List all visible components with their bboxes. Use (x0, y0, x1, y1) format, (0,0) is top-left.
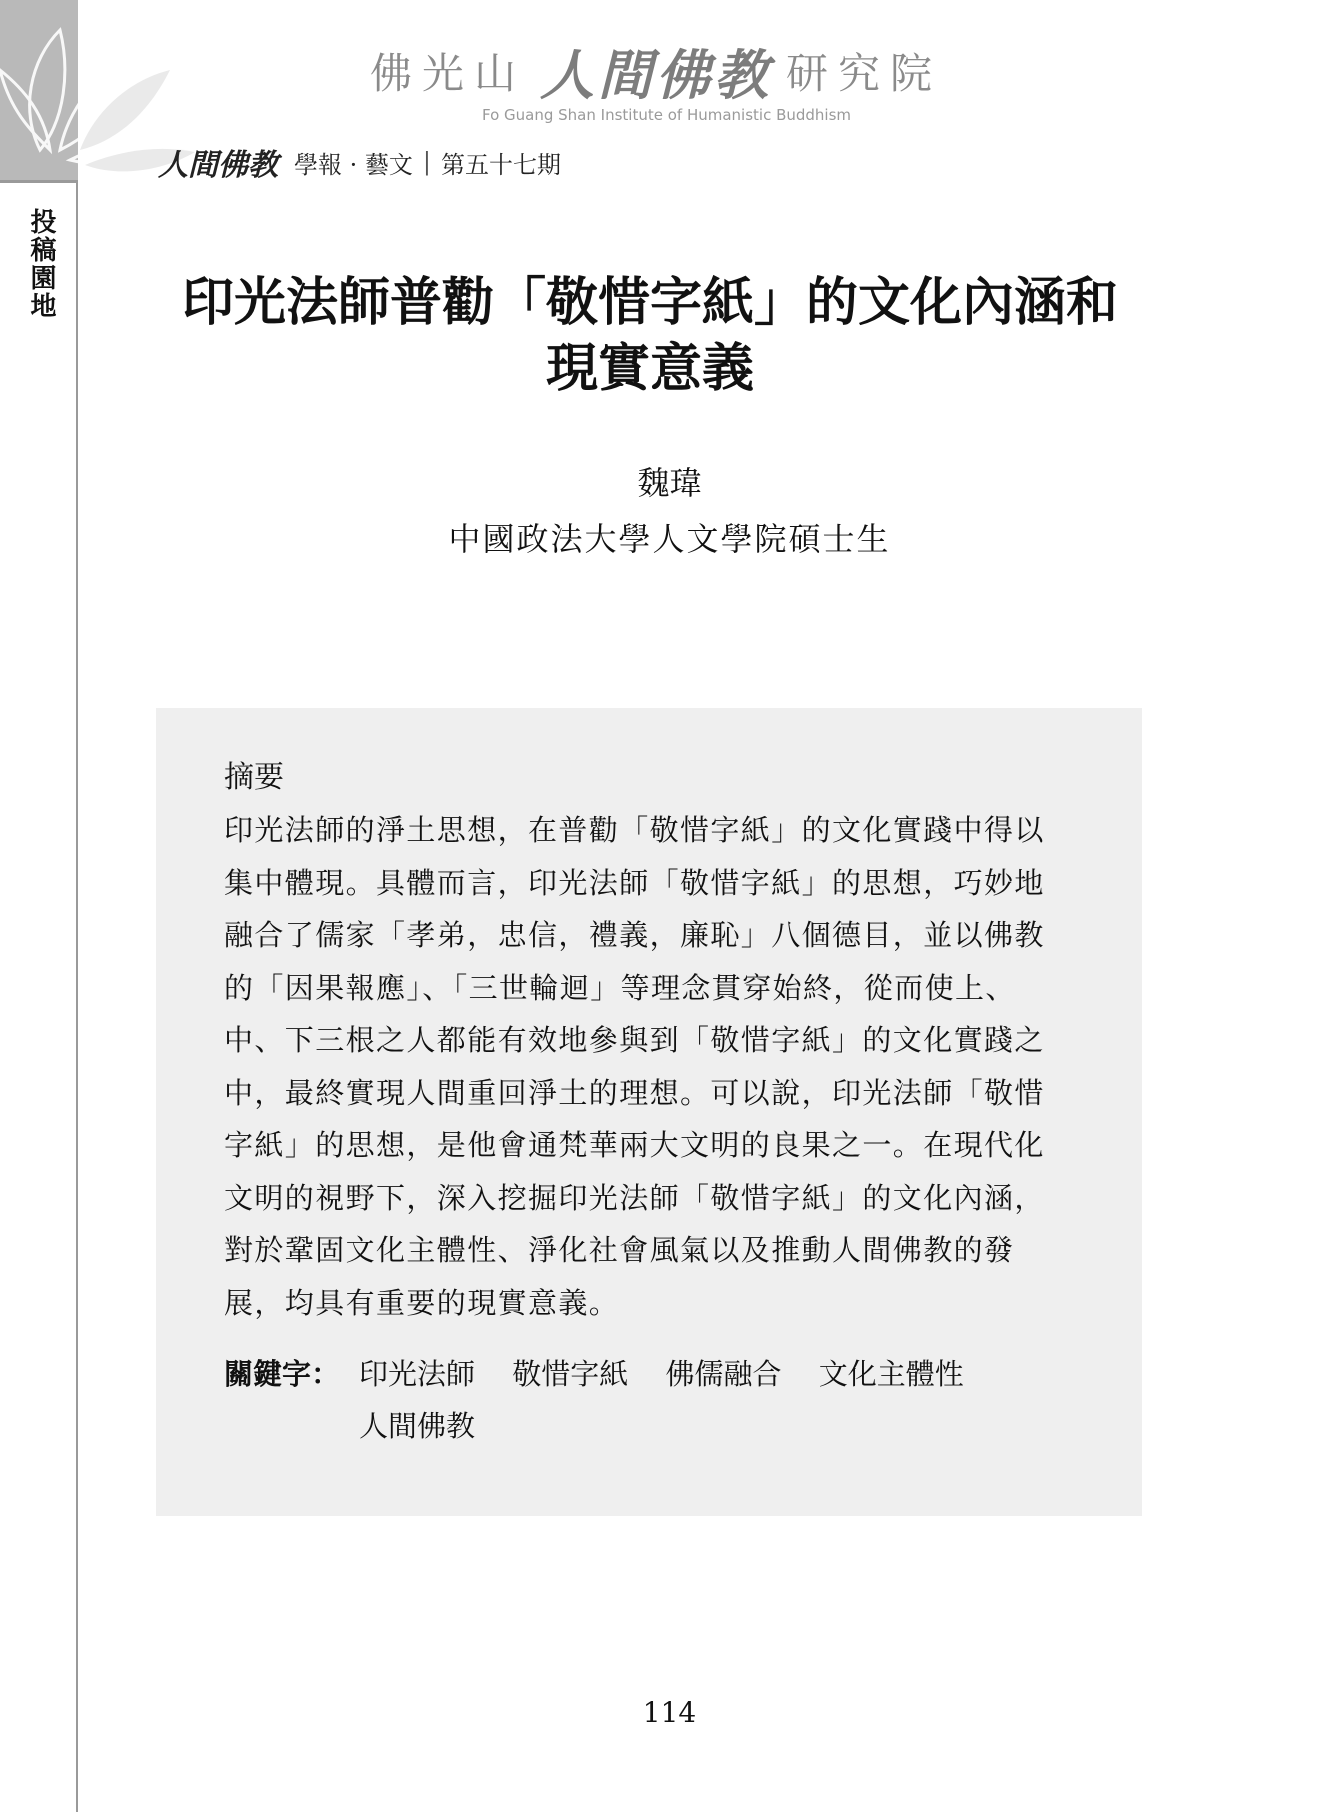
keyword: 人間佛教 (359, 1409, 476, 1443)
institute-title-part3: 研究院 (786, 49, 943, 98)
keyword: 文化主體性 (818, 1357, 964, 1391)
section-label: 投稿園地 (26, 208, 56, 320)
institute-title-part2: 人間佛教 (540, 42, 773, 107)
page-number: 114 (642, 1696, 697, 1729)
article-title-line1: 印光法師普勸「敬惜字紙」的文化內涵和 (181, 272, 1118, 333)
journal-name: 學報 · 藝文 (294, 150, 413, 179)
author-affiliation: 中國政法大學人文學院碩士生 (448, 520, 891, 558)
journal-issue: 第五十七期 (440, 150, 561, 179)
margin-line (76, 182, 78, 1812)
journal-header (158, 140, 561, 184)
author-name: 魏瑋 (637, 464, 702, 502)
keyword: 佛儒融合 (665, 1357, 782, 1391)
keywords-list (359, 1348, 999, 1452)
abstract-box (156, 708, 1142, 1516)
article-title-line2: 現實意義 (545, 338, 754, 399)
abstract-heading: 摘要 (224, 760, 284, 795)
institute-title-part1: 佛光山 (370, 49, 527, 98)
article-title (130, 270, 1170, 402)
keywords-row (224, 1348, 964, 1443)
journal-brand: 人間佛教 (158, 148, 278, 183)
keywords-label: 關鍵字： (224, 1357, 341, 1391)
keyword: 印光法師 (359, 1357, 476, 1391)
institute-title (370, 38, 970, 107)
corner-rule (0, 180, 78, 183)
institute-english-name: Fo Guang Shan Institute of Humanistic Buddhism (482, 106, 852, 124)
abstract-body: 印光法師的淨土思想，在普勸「敬惜字紙」的文化實踐中得以集中體現。具體而言，印光法師「敬惜字紙」的思想，巧妙地融合了儒家「孝弟，忠信，禮義，廉恥」八個德目，並以佛教的「因果報應」、「三世輪迴」等理念貫穿始終，從而使上、中、下三根之人都能有效地參與到「敬惜字紙」的文化實踐之中，最終實現人間重回淨土的理想。可以說，印光法師「敬惜字紙」的思想，是他會通梵華兩大文明的良果之一。在現代化文明的視野下，深入挖掘印光法師「敬惜字紙」的文化內涵，對於鞏固文化主體性、淨化社會風氣以及推動人間佛教的發展，均具有重要的現實意義。 (224, 813, 1045, 1320)
keyword: 敬惜字紙 (512, 1357, 629, 1391)
journal-separator: | (422, 148, 431, 176)
